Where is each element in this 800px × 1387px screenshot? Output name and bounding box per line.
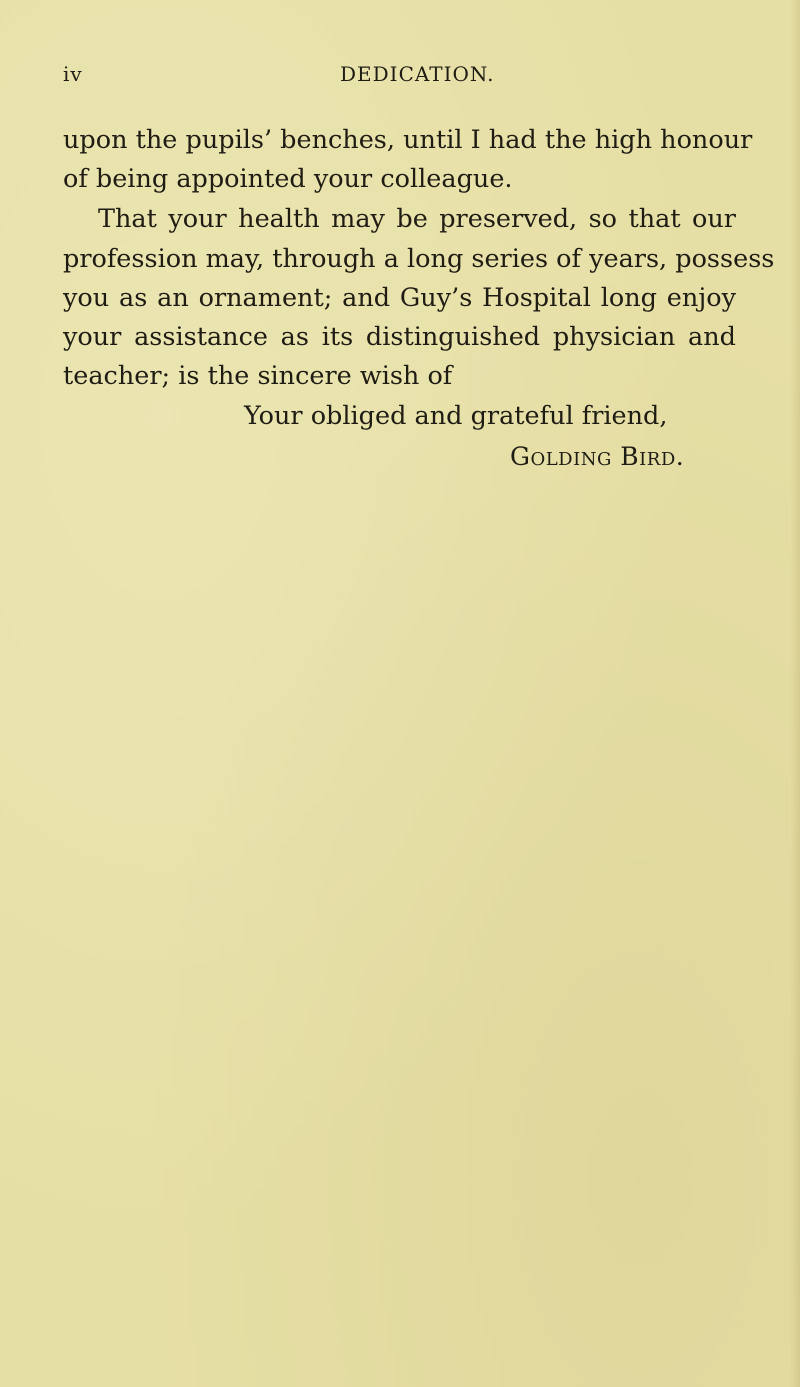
closing-line: Your obliged and grateful friend, xyxy=(244,401,668,431)
text-line: of being appointed your colleague. xyxy=(63,164,513,194)
signature: Golding Bird. xyxy=(510,442,685,471)
text-line: That your health may be preserved, so that our xyxy=(98,204,736,234)
text-line: you as an ornament; and Guy’s Hospital long enjoy xyxy=(63,283,736,313)
text-line: your assistance as its distinguished physician and xyxy=(63,322,736,352)
page-edge-shadow xyxy=(790,0,800,1387)
text-line: teacher; is the sincere wish of xyxy=(63,361,453,391)
text-line: profession may, through a long series of years, possess xyxy=(63,244,775,274)
running-head: DEDICATION. xyxy=(340,62,495,86)
text-line: upon the pupils’ benches, until I had the high honour xyxy=(63,125,753,155)
page-number: iv xyxy=(63,62,83,86)
